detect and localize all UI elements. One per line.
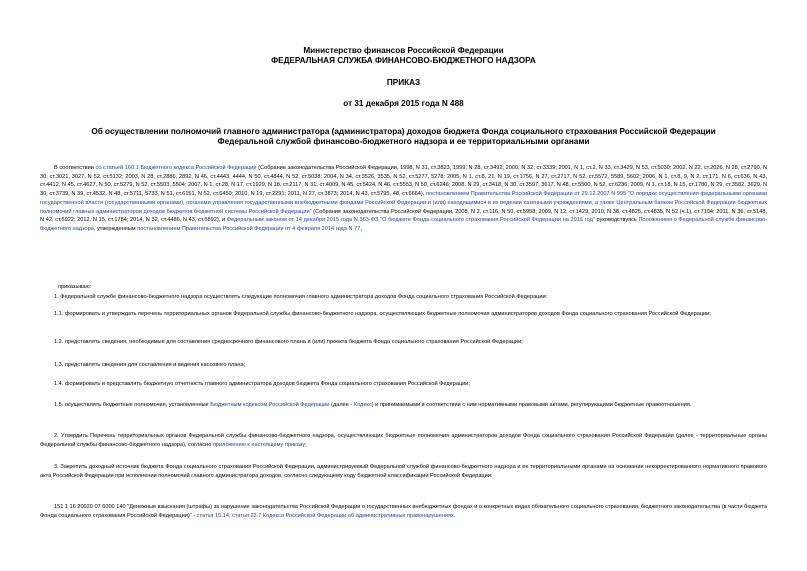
preamble-text-4: руководствуясь xyxy=(594,217,639,224)
budget-code-text-b: . xyxy=(453,512,456,519)
link-koap-articles[interactable]: статья 15.14, статья 23.7 Кодекса Российской Федерации об административных правонарушениях xyxy=(196,512,454,519)
item-1-3: 1.3. представлять сведения для составления и ведения кассового плана; xyxy=(54,362,246,368)
preamble-text-1: В соответствии xyxy=(54,165,96,171)
preamble-text-3: (Собрание законодательства Российской Федерации, 2008, N 2, ст.116, N 50, ст.5958; 2009, N 12, ст.1429; 2010, N 38, ст.4825, ст.4835, N 52 (ч.1), ст.7104; 2011, N 36, ст.5148, N 42, ст.5922; 2012, N 15, ст.1784; 2014, N 32, ст.4486, N 43, ст.5892), и xyxy=(40,208,767,224)
link-government-decree-995[interactable]: постановлением Правительства Российской Федерации от 29.12.2007 N 995 "О порядке осуществления федеральными органами государственной власти (государственными органами), органами управления государственными внебюджетными фондами Российской Федерации и (или) находящимися в их ведении казенными учреждениями, а также Центральным банком Российской Федерации бюджетных полномочий главных администраторов доходов бюджетов бюджетной системы Российской Федерации" xyxy=(40,191,768,215)
doc-title-line-2: Федеральной службой финансово-бюджетного надзора и ее территориальными органами xyxy=(217,137,590,146)
item-1-5-text-c: ) и принимаемыми в соответствии с ним нормативными правовыми актами, регулирующими бюджетные правоотношения. xyxy=(371,402,692,408)
item-3: 3. Закрепить доходный источник бюджета Фонда социального страхования Российской Федерации, администрируемый Федеральной службой финансово-бюджетного надзора и ее территориальными органами на основании некорректированного нормативного правового акта Российской Федерации при исполнении полномочий главного администратора доходов, согласно следующему коду бюджетной классификации Российской Федерации: xyxy=(40,464,767,479)
item-1-1: 1.1. формировать и утверждать перечень территориальных органов Федеральной службы финансово-бюджетного надзора, осуществляющих бюджетные полномочия администраторов доходов Фонда социального страхования Российской Федерации; xyxy=(54,311,711,317)
doc-date-number: от 31 декабря 2015 года N 488 xyxy=(343,99,464,108)
item-1-4: 1.4. формировать и представлять бюджетную отчетность главного администратора доходов бюджета Фонда социального страхования Российской Федерации; xyxy=(54,381,470,387)
service-name: ФЕДЕРАЛЬНАЯ СЛУЖБА ФИНАНСОВО-БЮДЖЕТНОГО НАДЗОРА xyxy=(271,56,536,65)
item-1-5 xyxy=(40,401,767,410)
item-1: 1. Федеральной службе финансово-бюджетного надзора осуществлять следующие полномочия главного администратора доходов Фонда социального страхования Российской Федерации: xyxy=(54,294,548,300)
ministry-name: Министерство финансов Российской Федерации xyxy=(303,46,504,55)
link-appendix[interactable]: приложению к настоящему приказу xyxy=(212,441,306,448)
link-service-regulation[interactable]: Положением о Федеральной службе финансово-бюджетного надзора xyxy=(40,217,768,232)
item-2-text-a: 2. Утвердить Перечень территориальных органов Федеральной службы финансово-бюджетного надзора, осуществляющих бюджетные полномочия администраторов доходов Фонда социального страхования Российской Федерации (далее - территориальные органы Федеральной службы финансово-бюджетного надзора), согласно xyxy=(40,433,767,448)
doc-title-line-1: Об осуществлении полномочий главного администратора (администратора) доходов бюджета Фонда социального страхования Российской Федерации xyxy=(91,127,716,136)
link-budget-code-article[interactable]: со статьей 160.1 Бюджетного кодекса Российской Федерации xyxy=(95,165,257,171)
link-federal-law-363[interactable]: Федеральным законом от 14 декабря 2015 года N 363-ФЗ "О бюджете Фонда социального страхования Российской Федерации на 2016 год" xyxy=(226,217,595,224)
link-budget-code[interactable]: Бюджетным кодексом Российской Федерации xyxy=(210,402,330,408)
preamble-paragraph xyxy=(40,164,767,234)
preamble-text-6: , xyxy=(360,225,362,232)
budget-code-text-a: 151 1 16 20020 07 6000 140 "Денежные взыскания (штрафы) за нарушение законодательства Российской Федерации о государственных внебюджетных фондах и о конкретных видах обязательного социального страхования, бюджетного законодательства (в части бюджета Фонда социального страхования Российской Федерации)" - xyxy=(40,504,767,519)
budget-code-item xyxy=(40,503,767,520)
item-2 xyxy=(40,432,767,449)
item-2-text-b: ; xyxy=(305,441,307,448)
orders-word: приказываю: xyxy=(58,284,92,290)
preamble-text-5: , утвержденным xyxy=(93,225,138,232)
link-government-decree-77[interactable]: постановлением Правительства Российской Федерации от 4 февраля 2014 года N 77 xyxy=(137,225,361,232)
item-1-5-text-b: (далее - xyxy=(329,402,354,408)
doc-type: ПРИКАЗ xyxy=(386,78,421,87)
item-1-2: 1.2. представлять сведения, необходимые для составления среднесрочного финансового плана и (или) проекта бюджета Фонда социального страхования Российской Федерации; xyxy=(54,339,523,345)
link-code[interactable]: Кодекс xyxy=(353,402,372,408)
preamble-text-2: (Собрание законодательства Российской Федерации, 1998, N 31, ст.3823; 1999, N 28, ст.3492; 2000, N 32, ст.3339; 2001, N 1, ст.2, N 33, ст.3429, N 53, ст.5030; 2002, N 22, ст.2026, N 28, ст.2790, N 30, ст.3021, 3027, N 52, ст.5132; 2003, N 28, ст.2886, 2892, N 46, ст.4443, 4444, N 50, ст.4844, N 52, ст.5038; 2004, N 34, ст.3526, 3535, N 52, ст.5277, 5278; 2005, N 1, ст.8, 21, N 19, ст.1756, N 27, ст.2717, N 52, ст.5572, 5589, 5602; 2006, N 1, ст.8, 9, N 2, ст.171, N 6, ст.636, N 43, ст.4412, N 45, ст.4627, N 50, ст.5279, N 52, ст.5503, 5504; 2007, N 1, ст.28, N 17, ст.1929, N 18, ст.2117, N 31, ст.4009, N 45, ст.5424, N 46, ст.5553, N 50, ст.6246; 2008, N 29, ст.3418, N 30, ст.3597, 3617, N 48, ст.5500, N 52, ст.6236; 2009, N 1, ст.18, N 15, ст.1780, N 29, ст.3582, 3629, N 30, ст.3739, N 39, ст.4532, N 48, ст.5711, 5733, N 51, ст.6151, N 52, ст.6450; 2010, N 19, ст.2291; 2011, N 27, ст.3873; 2014, N 43, ст.5795, 48, ст.6664), xyxy=(40,165,767,198)
item-1-5-text-a: 1.5. осуществлять бюджетные полномочия, установленные xyxy=(54,402,211,408)
